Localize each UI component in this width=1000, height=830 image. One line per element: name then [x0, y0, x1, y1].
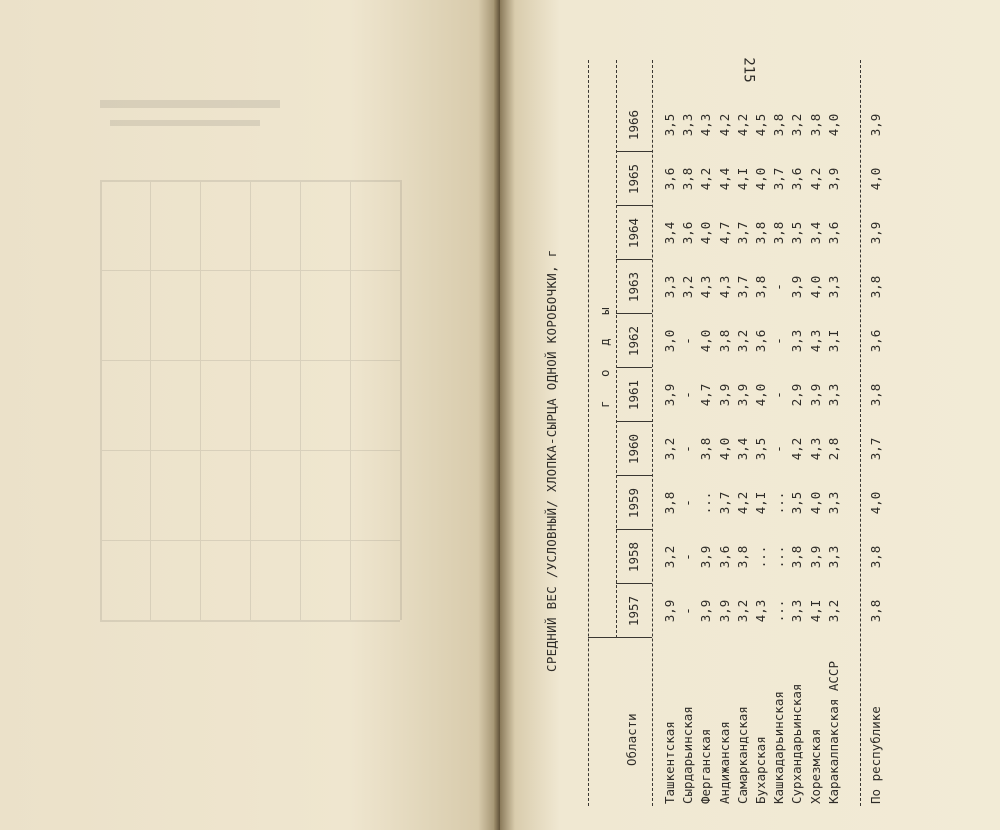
table-cell: 3,9: [789, 275, 805, 299]
table-cell: 3,6: [789, 167, 805, 191]
table-cell: 3,5: [662, 113, 677, 137]
table-cell: 3,7: [734, 275, 750, 299]
region-name: Андижанская: [716, 721, 732, 804]
table-cell: -: [680, 607, 696, 615]
table-cell: 3,7: [734, 221, 750, 245]
table-cell: 3,7: [716, 491, 732, 515]
table-cell: 3,0: [662, 329, 677, 353]
table-cell: ...: [771, 599, 787, 623]
region-column-divider: [588, 637, 652, 638]
table-cell: 3,9: [807, 383, 823, 407]
region-name: Каракалпакская АССР: [825, 661, 841, 804]
table-cell: 3,2: [789, 113, 805, 137]
table-cell: 3,9: [825, 167, 841, 191]
table-cell: 3,2: [734, 599, 750, 623]
page-number: 215: [740, 57, 757, 83]
region-name: Самаркандская: [734, 706, 750, 804]
table-cell: -: [771, 283, 787, 291]
table-cell: 4,0: [753, 383, 768, 407]
year-divider: [616, 205, 652, 206]
region-name: Сурхандарьинская: [789, 683, 805, 804]
table-cell: 3,6: [680, 221, 696, 245]
region-header: Области: [624, 713, 639, 766]
table-cell: 3,9: [716, 599, 732, 623]
table-cell: 4,2: [789, 437, 805, 461]
table-cell: 4,3: [716, 275, 732, 299]
table-cell: 4,3: [753, 599, 768, 623]
region-name: Бухарская: [753, 736, 768, 804]
region-name: Хорезмская: [807, 728, 823, 804]
year-divider: [616, 313, 652, 314]
table-cell: ...: [771, 491, 787, 515]
table-cell: 3,8: [716, 329, 732, 353]
total-cell: 3,9: [868, 113, 883, 137]
table-cell: 2,9: [789, 383, 805, 407]
table-cell: 4,3: [698, 113, 714, 137]
table-cell: 4,2: [716, 113, 732, 137]
total-cell: 3,7: [868, 437, 883, 461]
table-cell: 3,3: [789, 599, 805, 623]
year-divider: [616, 421, 652, 422]
table-cell: 3,5: [789, 221, 805, 245]
bleed-through-chart: [80, 70, 440, 710]
year-divider: [616, 259, 652, 260]
table-title: СРЕДНИЙ ВЕС /УСЛОВНЫЙ/ ХЛОПКА-СЫРЦА ОДНОЙ КОРОБОЧКИ, г: [544, 249, 559, 672]
table-cell: 3,9: [698, 545, 714, 569]
table-cell: 3,8: [753, 275, 768, 299]
table-cell: 4,0: [698, 221, 714, 245]
year-divider: [616, 583, 652, 584]
table-cell: 4,I: [753, 491, 768, 515]
year-header-1964: 1964: [626, 217, 641, 249]
year-header-1960: 1960: [626, 433, 641, 465]
table-cell: 4,3: [807, 329, 823, 353]
year-divider: [616, 151, 652, 152]
left-page: [0, 0, 498, 830]
year-header-1959: 1959: [626, 487, 641, 519]
year-header-1963: 1963: [626, 271, 641, 303]
table-cell: 3,6: [753, 329, 768, 353]
table-cell: 4,0: [716, 437, 732, 461]
region-name: Сырдарьинская: [680, 706, 696, 804]
table-cell: 3,6: [825, 221, 841, 245]
table-cell: 3,6: [716, 545, 732, 569]
table-cell: 3,I: [825, 329, 841, 353]
table-cell: 3,2: [662, 545, 677, 569]
table-cell: 3,4: [807, 221, 823, 245]
table-cell: 3,4: [662, 221, 677, 245]
table-cell: 3,3: [789, 329, 805, 353]
table-cell: 3,8: [698, 437, 714, 461]
total-cell: 4,0: [868, 167, 883, 191]
total-cell: 3,8: [868, 599, 883, 623]
table-cell: 4,0: [807, 275, 823, 299]
table-cell: -: [771, 337, 787, 345]
year-divider: [616, 367, 652, 368]
table-cell: ...: [771, 545, 787, 569]
years-header: г о д ы: [597, 299, 612, 408]
table-cell: 4,5: [753, 113, 768, 137]
table-cell: 3,2: [734, 329, 750, 353]
table-cell: 4,2: [734, 491, 750, 515]
table-cell: -: [680, 499, 696, 507]
table-cell: 4,7: [698, 383, 714, 407]
table-cell: -: [771, 445, 787, 453]
table-top-rule: [588, 60, 589, 806]
table-cell: -: [680, 553, 696, 561]
table-cell: 3,9: [662, 599, 677, 623]
total-cell: 3,8: [868, 383, 883, 407]
table-cell: 3,3: [825, 383, 841, 407]
table-cell: 3,9: [698, 599, 714, 623]
table-cell: 3,5: [753, 437, 768, 461]
table-cell: 3,8: [807, 113, 823, 137]
table-cell: 4,3: [698, 275, 714, 299]
table-cell: 3,8: [753, 221, 768, 245]
table-cell: 3,3: [662, 275, 677, 299]
table-cell: 3,2: [825, 599, 841, 623]
total-cell: 4,0: [868, 491, 883, 515]
total-name: По республике: [868, 706, 883, 804]
table-cell: 3,9: [716, 383, 732, 407]
year-divider: [616, 529, 652, 530]
table-header-rule: [652, 60, 653, 806]
total-cell: 3,9: [868, 221, 883, 245]
year-header-1961: 1961: [626, 379, 641, 411]
table-cell: 4,3: [807, 437, 823, 461]
table-cell: 4,7: [716, 221, 732, 245]
region-name: Кашкадарьинская: [771, 691, 787, 804]
year-header-1957: 1957: [626, 595, 641, 627]
year-header-1966: 1966: [626, 109, 641, 141]
table-cell: 3,8: [662, 491, 677, 515]
table-cell: 2,8: [825, 437, 841, 461]
region-name: Ферганская: [698, 728, 714, 804]
table-cell: 3,7: [771, 167, 787, 191]
table-cell: 4,I: [807, 599, 823, 623]
total-rule: [860, 60, 861, 806]
table-cell: 3,9: [807, 545, 823, 569]
table-cell: ...: [753, 545, 768, 569]
table-cell: 3,4: [734, 437, 750, 461]
table-cell: 3,8: [771, 113, 787, 137]
table-cell: -: [771, 391, 787, 399]
table-cell: -: [680, 337, 696, 345]
table-container: [540, 50, 900, 820]
region-name: Ташкентская: [662, 721, 677, 804]
table-cell: 3,2: [680, 275, 696, 299]
table-cell: 3,3: [825, 275, 841, 299]
table-cell: 4,0: [825, 113, 841, 137]
table-cell: 3,3: [825, 545, 841, 569]
table-cell: ...: [698, 491, 714, 515]
table-cell: 4,2: [698, 167, 714, 191]
total-cell: 3,8: [868, 545, 883, 569]
table-cell: 3,6: [662, 167, 677, 191]
year-header-1958: 1958: [626, 541, 641, 573]
table-cell: 3,2: [662, 437, 677, 461]
table-cell: 4,0: [753, 167, 768, 191]
table-cell: 4,4: [716, 167, 732, 191]
table-cell: 4,I: [734, 167, 750, 191]
year-header-1965: 1965: [626, 163, 641, 195]
table-cell: 4,0: [807, 491, 823, 515]
table-cell: 3,9: [734, 383, 750, 407]
rotated-table: [540, 50, 900, 820]
table-cell: 3,8: [734, 545, 750, 569]
table-cell: 3,3: [825, 491, 841, 515]
year-header-1962: 1962: [626, 325, 641, 357]
table-cell: -: [680, 391, 696, 399]
table-cell: 3,3: [680, 113, 696, 137]
table-cell: 3,5: [789, 491, 805, 515]
table-cell: 4,2: [807, 167, 823, 191]
year-divider: [616, 475, 652, 476]
table-cell: 4,2: [734, 113, 750, 137]
table-cell: -: [680, 445, 696, 453]
years-subheader-rule: [616, 60, 617, 638]
table-cell: 3,8: [771, 221, 787, 245]
table-cell: 3,8: [789, 545, 805, 569]
table-cell: 3,8: [680, 167, 696, 191]
total-cell: 3,6: [868, 329, 883, 353]
table-cell: 3,9: [662, 383, 677, 407]
total-cell: 3,8: [868, 275, 883, 299]
table-cell: 4,0: [698, 329, 714, 353]
